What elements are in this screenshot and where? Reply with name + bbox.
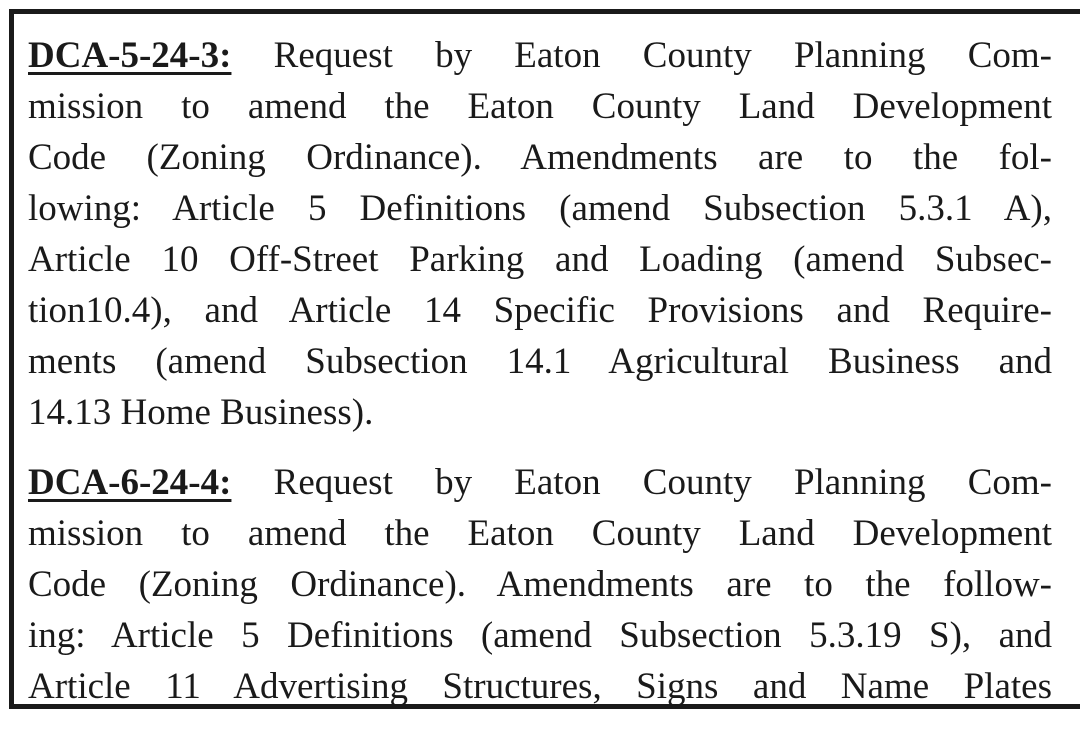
notice-dca-5-24-3 <box>28 30 1052 438</box>
notice-code: DCA-6-24-4: <box>28 462 232 503</box>
notice-line: ing: Article 5 Definitions (amend Subsection 5.3.19 S), and <box>28 615 1052 656</box>
notice-line-text: Request by Eaton County Planning Com- <box>231 35 1052 76</box>
notice-dca-6-24-4 <box>28 457 1052 712</box>
notice-line: 14.13 Home Business). <box>28 392 374 433</box>
notice-line: Code (Zoning Ordinance). Amendments are to the follow- <box>28 564 1052 605</box>
notice-code: DCA-5-24-3: <box>28 35 232 76</box>
notice-line: mission to amend the Eaton County Land Development <box>28 86 1052 127</box>
notice-line: Article 10 Off-Street Parking and Loading (amend Subsec- <box>28 239 1052 280</box>
notice-line: tion10.4), and Article 14 Specific Provisions and Require- <box>28 290 1052 331</box>
notice-line: Article 11 Advertising Structures, Signs and Name Plates <box>28 666 1052 707</box>
notice-line: mission to amend the Eaton County Land Development <box>28 513 1052 554</box>
notice-line: ments (amend Subsection 14.1 Agricultural Business and <box>28 341 1052 382</box>
notice-line-text: Request by Eaton County Planning Com- <box>231 462 1052 503</box>
notice-line: lowing: Article 5 Definitions (amend Subsection 5.3.1 A), <box>28 188 1052 229</box>
notice-line <box>28 30 1052 81</box>
notice-line: Code (Zoning Ordinance). Amendments are to the fol- <box>28 137 1052 178</box>
notice-content <box>28 30 1052 731</box>
notice-line <box>28 457 1052 508</box>
